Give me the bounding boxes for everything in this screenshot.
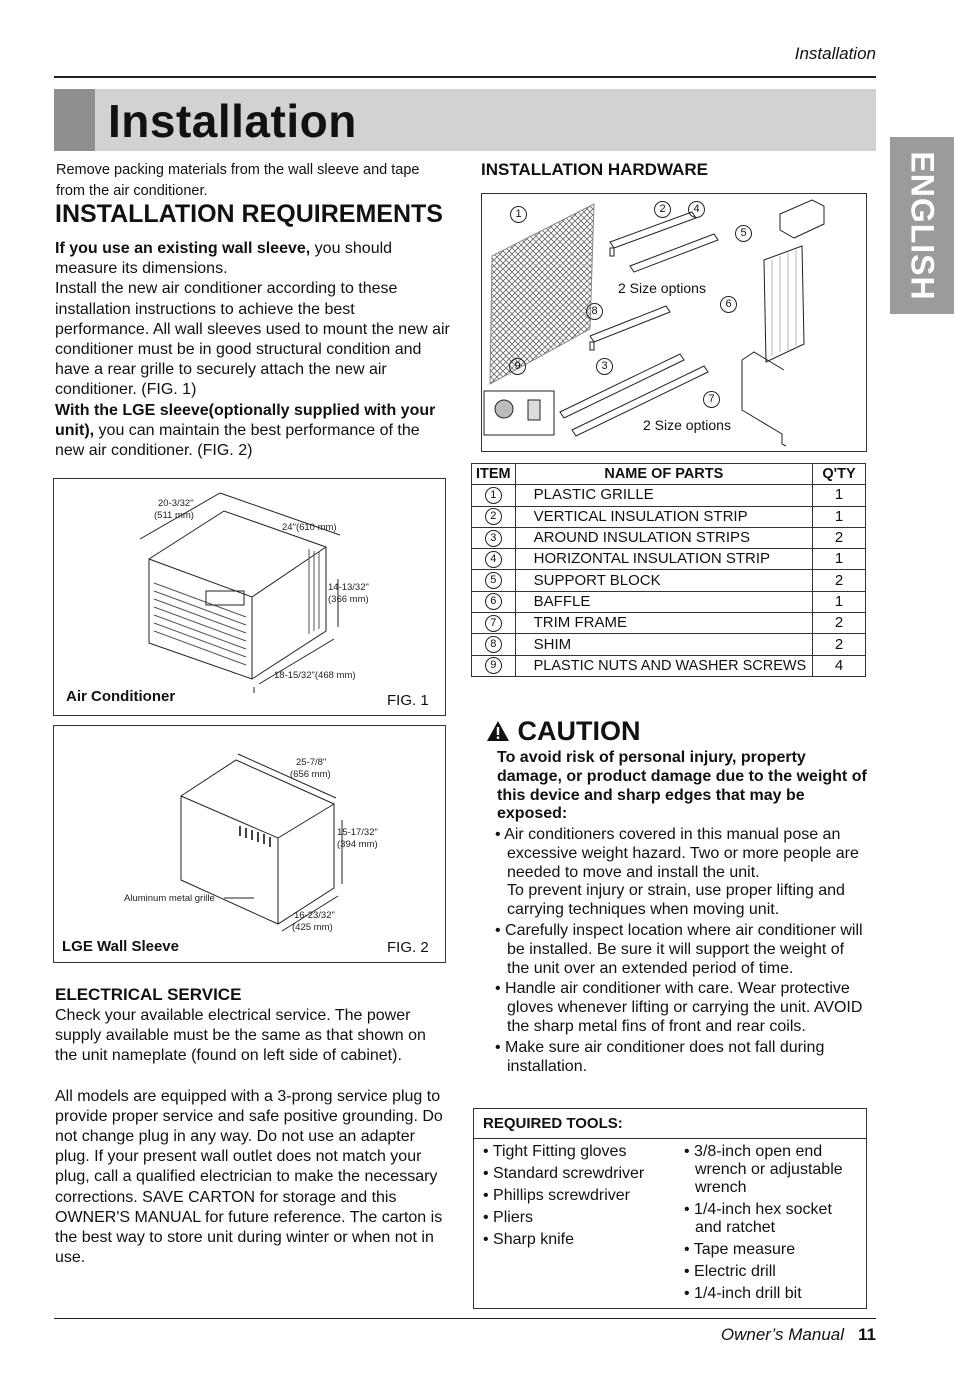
footer-manual: Owner’s Manual [720, 1325, 845, 1344]
tools-left-column [483, 1143, 683, 1253]
item-number: 3 [485, 530, 502, 547]
table-row [472, 485, 866, 506]
hardware-callout-3: 3 [596, 358, 613, 376]
part-qty: 2 [813, 570, 866, 591]
part-qty: 4 [813, 655, 866, 676]
part-name: SHIM [515, 634, 812, 655]
tool-item: • Tape measure [684, 1241, 796, 1258]
tool-item: • Pliers [483, 1209, 534, 1226]
col-name: NAME OF PARTS [515, 464, 812, 485]
fig2-dim-depth: 25-7/8" [296, 757, 327, 768]
req-p1-bold: If you use an existing wall sleeve, [55, 240, 311, 257]
table-row [472, 613, 866, 634]
fig1-number: FIG. 1 [387, 692, 429, 709]
table-row [472, 506, 866, 527]
fig1-dim-height-mm: (366 mm) [328, 594, 369, 605]
table-row [472, 570, 866, 591]
item-number: 5 [485, 572, 502, 589]
tool-item: • 1/4-inch hex socket and ratchet [684, 1201, 832, 1236]
part-name: AROUND INSULATION STRIPS [515, 527, 812, 548]
req-p3-bold: With the LGE sleeve(optionally supplied with your unit), [55, 401, 436, 439]
caution-item: • Make sure air conditioner does not fall during installation. [495, 1038, 825, 1075]
part-name: HORIZONTAL INSULATION STRIP [515, 549, 812, 570]
part-name: BAFFLE [515, 591, 812, 612]
fig1-label: Air Conditioner [66, 688, 176, 705]
col-item: ITEM [472, 464, 516, 485]
hardware-box [481, 193, 867, 452]
caution-title: CAUTION [517, 716, 641, 746]
hardware-callout-1: 1 [510, 206, 527, 224]
caution-lead: To avoid risk of personal injury, property damage, or product damage due to the weight of this device and sharp edges that may be exposed: [497, 749, 867, 823]
fig2-dim-height: 15-17/32" [337, 827, 378, 838]
part-name: SUPPORT BLOCK [515, 570, 812, 591]
item-number: 1 [485, 487, 502, 504]
tool-item: • Standard screwdriver [483, 1165, 645, 1182]
tool-item: • Electric drill [684, 1263, 776, 1280]
tools-right-column [684, 1143, 862, 1307]
part-name: VERTICAL INSULATION STRIP [515, 506, 812, 527]
electrical-heading: ELECTRICAL SERVICE [55, 985, 242, 1004]
part-qty: 1 [813, 506, 866, 527]
part-qty: 2 [813, 527, 866, 548]
hardware-callout-6: 6 [720, 296, 737, 314]
item-number: 8 [485, 636, 502, 653]
item-number: 6 [485, 593, 502, 610]
hardware-callout-9: 9 [509, 358, 526, 376]
req-p1-rest: you should measure its dimensions. [55, 240, 393, 278]
table-row [472, 527, 866, 548]
fig1-dim-depth: 24"(610 mm) [282, 522, 337, 533]
fig2-grille-label: Aluminum metal grille [124, 893, 215, 904]
req-p3-rest: you can maintain the best performance of the new air conditioner. (FIG. 2) [55, 421, 420, 460]
tool-item: • Tight Fitting gloves [483, 1143, 627, 1160]
caution-heading [486, 716, 641, 747]
size-options-label-b: 2 Size options [643, 417, 731, 433]
fig2-dim-width-mm: (425 mm) [292, 922, 333, 933]
requirements-heading: INSTALLATION REQUIREMENTS [55, 200, 443, 228]
electrical-p2: All models are equipped with a 3-prong service plug to provide proper service and safe positive grounding. Do not change plug in any way. Do not use an adapter plug. If your present wall outlet does not match your plug, call a qualified electrician to make the necessary corrections. SAVE CARTON for storage and this OWNER'S MANUAL for future reference. The carton is the best way to store unit during winter or when not in use. [55, 1087, 443, 1267]
req-p2: Install the new air conditioner according to these installation instructions to achieve the best performance. All wall sleeves used to mount the new air conditioner must be in good structural condition and have a rear grille to securely attach the new air conditioner. (FIG. 1) [55, 280, 450, 399]
size-options-label-a: 2 Size options [618, 280, 706, 296]
air-conditioner-drawing [54, 479, 445, 715]
intro-text: Remove packing materials from the wall sleeve and tape from the air conditioner. [56, 162, 420, 199]
part-name: TRIM FRAME [515, 613, 812, 634]
top-divider [54, 76, 876, 78]
part-qty: 1 [813, 485, 866, 506]
header-section-title: Installation [794, 44, 876, 63]
required-tools-heading: REQUIRED TOOLS: [474, 1109, 866, 1139]
wall-sleeve-drawing [54, 726, 445, 962]
hardware-callout-7: 7 [703, 391, 720, 409]
tool-item: • Sharp knife [483, 1231, 574, 1248]
fig2-number: FIG. 2 [387, 939, 429, 956]
item-number: 2 [485, 508, 502, 525]
language-tab-label: ENGLISH [904, 150, 941, 301]
bottom-divider [54, 1318, 876, 1319]
page-title: Installation [108, 95, 357, 147]
fig2-box [53, 725, 446, 963]
caution-item: • Air conditioners covered in this manual pose an excessive weight hazard. Two or more people are needed to move and install the unit. To prevent injury or strain, use proper lifting and carrying techniques when moving unit. [495, 826, 859, 919]
table-row [472, 591, 866, 612]
warning-triangle-icon [486, 720, 510, 742]
hardware-callout-8: 8 [586, 303, 603, 321]
fig1-box [53, 478, 446, 716]
fig1-dim-bottom: 18-15/32"(468 mm) [274, 670, 356, 681]
table-row [472, 655, 866, 676]
col-qty: Q'TY [813, 464, 866, 485]
caution-list [495, 826, 870, 1078]
part-qty: 2 [813, 613, 866, 634]
page-number: 11 [858, 1325, 876, 1344]
page-footer [0, 1325, 876, 1345]
fig2-label: LGE Wall Sleeve [62, 938, 179, 955]
hardware-heading: INSTALLATION HARDWARE [481, 160, 708, 179]
tool-item: • 1/4-inch drill bit [684, 1285, 802, 1302]
hardware-drawing [482, 194, 866, 451]
table-row [472, 634, 866, 655]
hardware-callout-5: 5 [735, 225, 752, 243]
part-name: PLASTIC NUTS AND WASHER SCREWS [515, 655, 812, 676]
tool-item: • 3/8-inch open end wrench or adjustable wrench [684, 1143, 843, 1196]
required-tools-box [473, 1108, 867, 1309]
table-row [472, 549, 866, 570]
hardware-callout-4: 4 [688, 201, 705, 219]
hardware-callout-2: 2 [654, 201, 671, 219]
fig1-dim-height: 14-13/32" [328, 582, 369, 593]
requirements-body [55, 239, 450, 461]
part-qty: 1 [813, 549, 866, 570]
fig1-dim-width-mm: (511 mm) [154, 510, 194, 521]
fig2-dim-height-mm: (394 mm) [337, 839, 378, 850]
language-tab [890, 137, 954, 314]
part-qty: 1 [813, 591, 866, 612]
caution-item: • Handle air conditioner with care. Wear protective gloves whenever lifting or carrying the unit. AVOID the sharp metal fins of front and rear coils. [495, 980, 863, 1035]
parts-table-header [472, 464, 866, 485]
caution-item-extra: To prevent injury or strain, use proper lifting and carrying techniques when moving unit. [507, 882, 845, 919]
fig2-dim-depth-mm: (656 mm) [290, 769, 331, 780]
electrical-body [55, 1006, 450, 1268]
item-number: 7 [485, 615, 502, 632]
part-name: PLASTIC GRILLE [515, 485, 812, 506]
fig1-dim-width: 20-3/32" [158, 498, 194, 509]
parts-table [471, 463, 866, 677]
title-banner-accent [54, 89, 95, 151]
tool-item: • Phillips screwdriver [483, 1187, 630, 1204]
item-number: 4 [485, 551, 502, 568]
caution-item: • Carefully inspect location where air conditioner will be installed. Be sure it will support the weight of the unit over an extended period of time. [495, 921, 863, 977]
item-number: 9 [485, 657, 502, 674]
part-qty: 2 [813, 634, 866, 655]
fig2-dim-width: 16-23/32" [294, 910, 335, 921]
electrical-p1: Check your available electrical service. The power supply available must be the same as that shown on the unit nameplate (found on left side of cabinet). [55, 1007, 426, 1065]
